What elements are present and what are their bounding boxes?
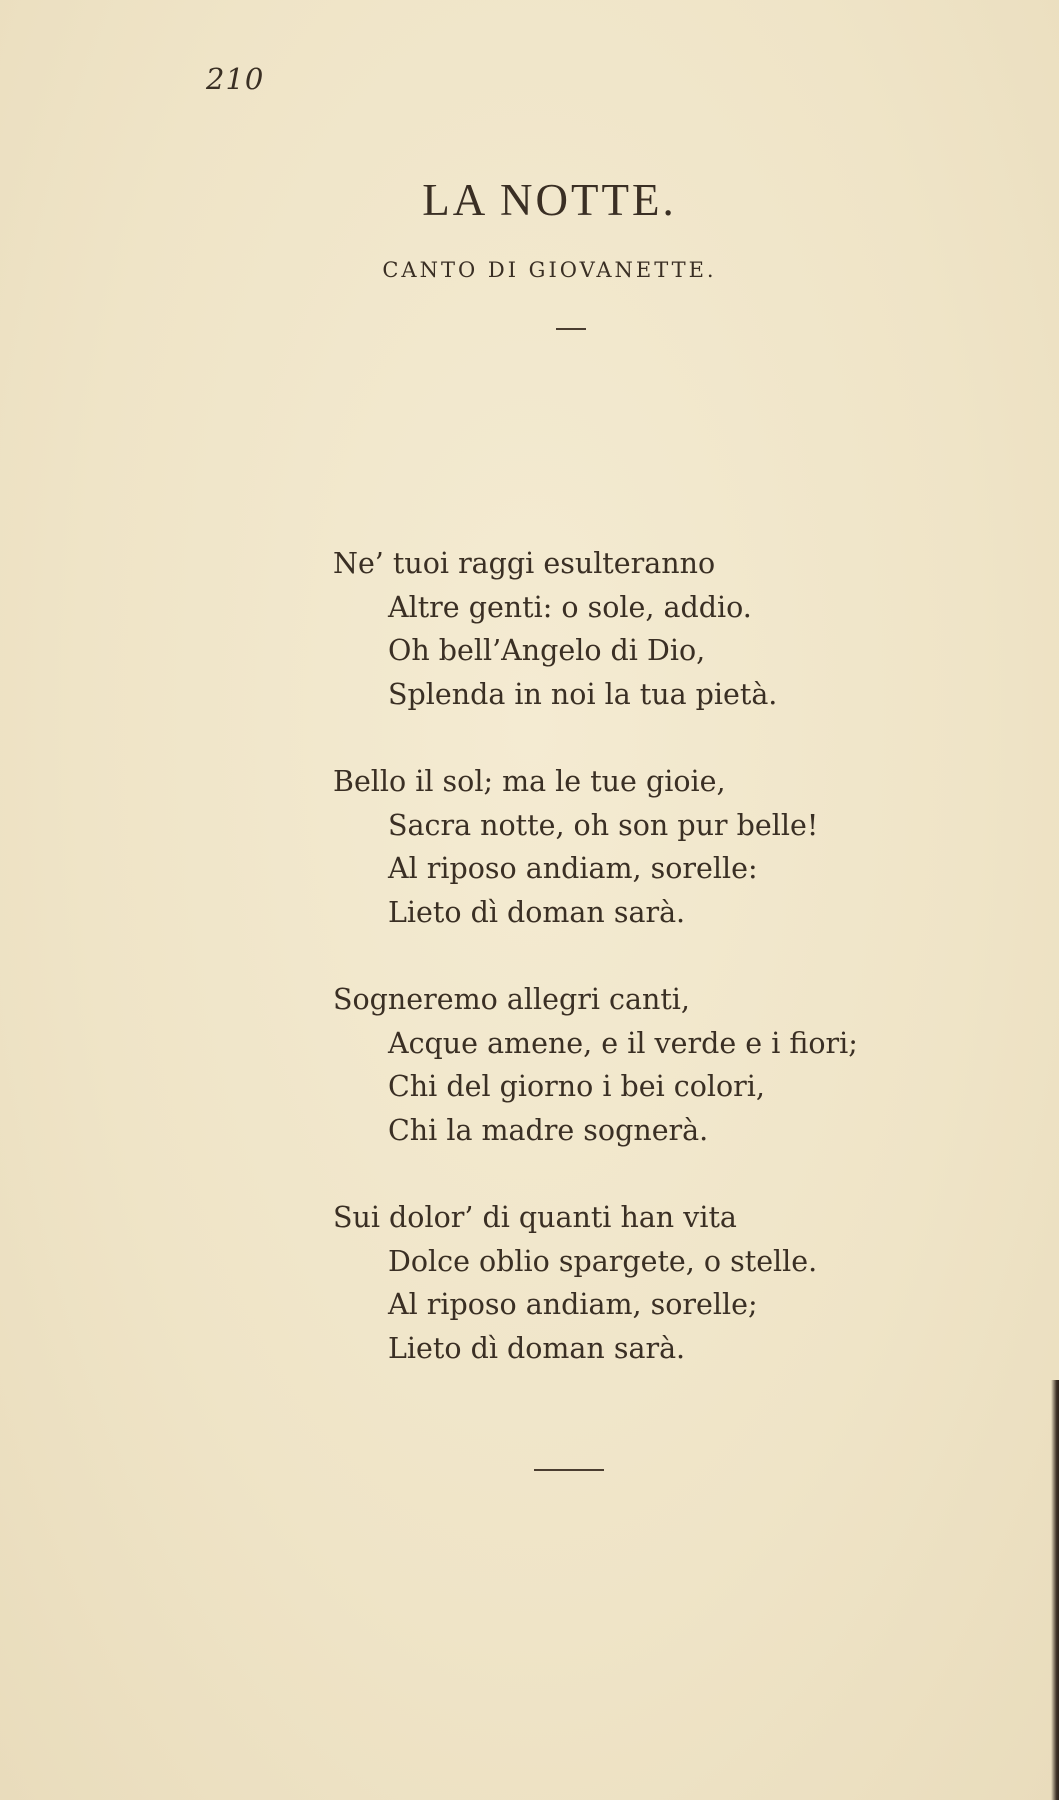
verse-line: Splenda in noi la tua pietà. [388, 677, 778, 711]
stanza [333, 542, 1033, 716]
stanza [333, 1196, 1033, 1370]
page-number: 210 [206, 62, 265, 96]
verse-line: Chi del giorno i bei colori, [388, 1070, 765, 1103]
verse-line: Al riposo andiam, sorelle: [388, 852, 758, 885]
verse-line: Ne’ tuoi raggi esulteranno [333, 547, 716, 580]
verse-line: Sui dolor’ di quanti han vita [333, 1201, 737, 1234]
title-rule [556, 328, 586, 330]
stanza [333, 978, 1033, 1152]
verse-line: Bello il sol; ma le tue gioie, [333, 765, 726, 798]
verse-line: Dolce oblio spargete, o stelle. [388, 1244, 818, 1278]
stanza [333, 760, 1033, 934]
verse-line: Oh bell’Angelo di Dio, [388, 634, 706, 667]
verse-line: Chi la madre sognerà. [388, 1113, 709, 1147]
end-rule [534, 1469, 604, 1471]
poem-subtitle: CANTO DI GIOVANETTE. [382, 258, 717, 282]
verse-line: Altre genti: o sole, addio. [388, 590, 752, 624]
verse-line: Lieto dì doman sarà. [388, 895, 686, 929]
verse-line: Acque amene, e il verde e i fiori; [388, 1026, 858, 1060]
verse-line: Lieto dì doman sarà. [388, 1331, 686, 1365]
verse-line: Sogneremo allegri canti, [333, 983, 690, 1016]
verse-line: Sacra notte, oh son pur belle! [388, 808, 819, 842]
verse-line: Al riposo andiam, sorelle; [388, 1288, 758, 1321]
page-edge-shadow [1051, 1380, 1059, 1800]
poem-body [333, 542, 1033, 1414]
poem-title: LA NOTTE. [422, 175, 677, 225]
